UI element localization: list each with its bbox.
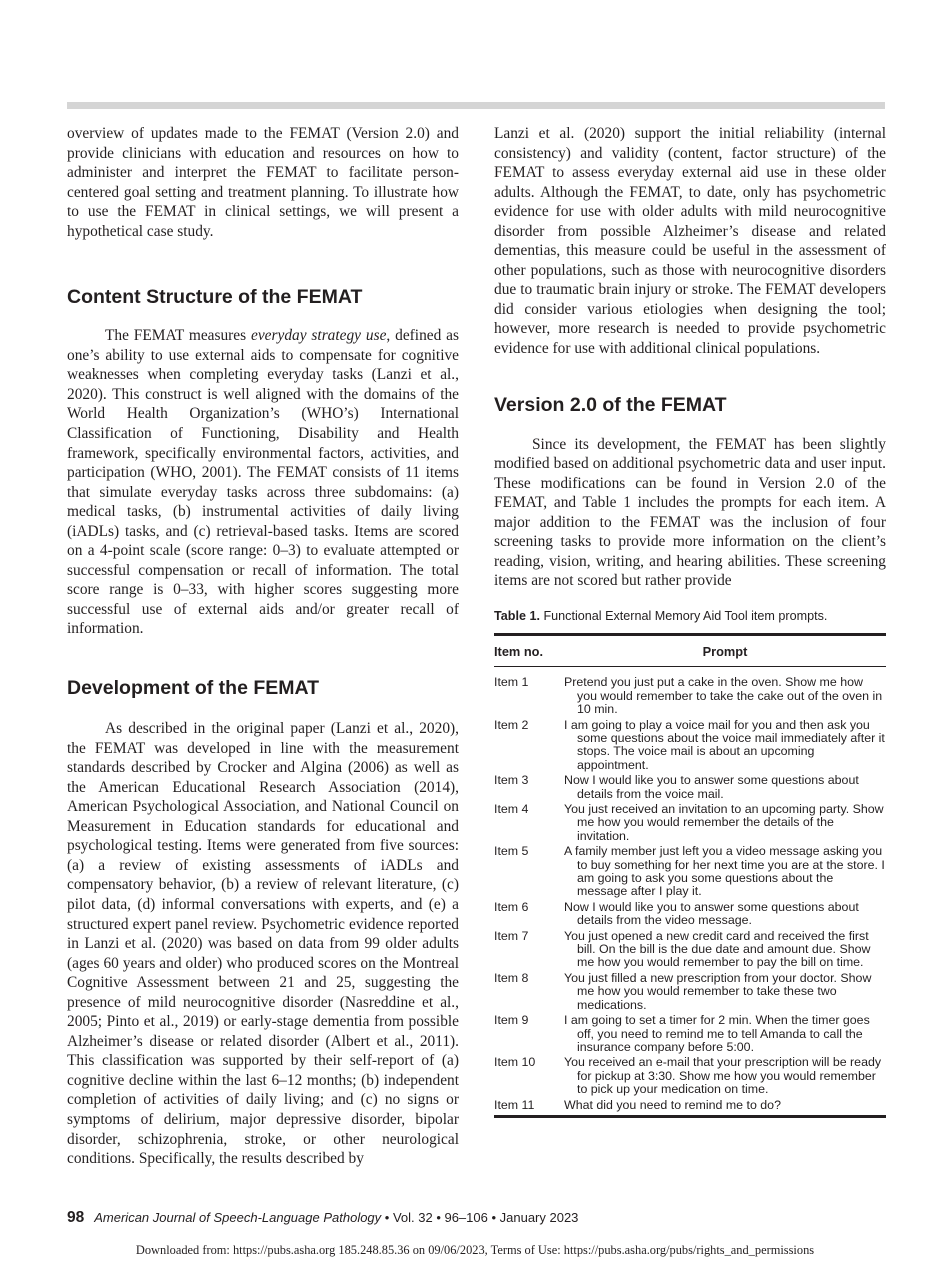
content-structure-text-rest: , defined as one’s ability to use external aids to compensate for cognitive weaknesses when completing everyday tasks (Lanzi et al., 2020). This construct is well aligned with the domains of the World Health Organization’s (WHO’s) International Classification of Functioning, Disability and Health framework, specifically environmental factors, activities, and participation (WHO, 2001). The FEMAT consists of 11 items that simulate everyday tasks across three subdomains: (a) medical tasks, (b) instrumental activities of daily living (iADLs) tasks, and (c) retrieval-based tasks. Items are scored on a 4-point scale (score range: 0–3) to evaluate attempted or successful compensation or recall of information. The total score range is 0–33, with higher scores suggesting more successful use of external aids and/or greater recall of information. bbox=[67, 327, 459, 638]
section-heading-development: Development of the FEMAT bbox=[67, 677, 320, 700]
version-2-paragraph: Since its development, the FEMAT has been slightly modified based on additional psychometric data and user input. These modifications can be found in Version 2.0 of the FEMAT, and Table 1 includes the prompts for each item. A major addition to the FEMAT was the inclusion of four screening tasks to provide more information on the client’s reading, vision, writing, and hearing abilities. These screening items are not scored but rather provide bbox=[494, 435, 886, 590]
table-cell-prompt bbox=[564, 930, 886, 972]
table-cell-prompt-text: You just opened a new credit card and received the first bill. On the bill is the due date and amount due. Show me how you would remember to pay the bill on time. bbox=[564, 928, 871, 970]
table-cell-prompt-text: Now I would like you to answer some questions about details from the voice mail. bbox=[564, 773, 859, 801]
table-cell-prompt-text: You received an e-mail that your prescription will be ready for pickup at 3:30. Show me how you would remember to pick up your medication on time. bbox=[564, 1055, 882, 1097]
table-cell-item-no: Item 10 bbox=[494, 1055, 536, 1070]
table-row bbox=[494, 1014, 886, 1056]
table-cell-prompt bbox=[564, 1014, 886, 1056]
development-paragraph: As described in the original paper (Lanzi et al., 2020), the FEMAT was developed in line with the measurement standards described by Crocker and Algina (2006) as well as the American Educational Research Association (2014), American Psychological Association, and National Council on Measurement in Education standards for educational and psychological testing. Items were generated from five sources: (a) a review of existing assessments of iADLs and compensatory behavior, (b) a review of relevant literature, (c) pilot data, (d) informal conversations with experts, and (e) a structured expert panel review. Psychometric evidence reported in Lanzi et al. (2020) was based on data from 99 older adults (ages 60 years and older) who produced scores on the Montreal Cognitive Assessment between 21 and 25, suggesting the presence of mild neurocognitive disorder (Nasreddine et al., 2005; Pinto et al., 2019) or early-stage dementia from possible Alzheimer’s disease or related disorder (Albert et al., 2011). This classification was supported by their self-report of (a) cognitive decline within the last 6–12 months; (b) independent completion of activities of daily living; and (c) no signs or symptoms of delirium, major depressive disorder, bipolar disorder, schizophrenia, stroke, or other neurological conditions. Specifically, the results described by bbox=[67, 720, 459, 1168]
right-column bbox=[494, 124, 886, 1118]
emphasis-everyday-strategy-use: everyday strategy use bbox=[251, 327, 387, 345]
table-cell-prompt bbox=[564, 1056, 886, 1098]
table-cell-prompt-text: I am going to set a timer for 2 min. When the timer goes off, you need to remind me to tell Amanda to call the insurance company before 5:00. bbox=[564, 1013, 870, 1054]
section-heading-content-structure: Content Structure of the FEMAT bbox=[67, 286, 363, 309]
table-cell-item-no: Item 2 bbox=[494, 717, 529, 732]
table-cell-prompt-text: Pretend you just put a cake in the oven. Show me how you would remember to take the cake out of the oven in 10 min. bbox=[564, 675, 883, 717]
journal-details: • Vol. 32 • 96–106 • January 2023 bbox=[381, 1210, 579, 1225]
table-header-item-no: Item no. bbox=[494, 634, 564, 666]
table-caption-text: Functional External Memory Aid Tool item prompts. bbox=[539, 608, 828, 623]
table-cell-prompt bbox=[564, 803, 886, 845]
left-column bbox=[67, 124, 459, 1169]
table-cell-prompt-text: I am going to play a voice mail for you and then ask you some questions about the voice mail immediately after it stops. The voice mail is about an upcoming appointment. bbox=[564, 717, 885, 772]
header-rule bbox=[67, 102, 885, 109]
table-row bbox=[494, 719, 886, 775]
table-cell-prompt bbox=[564, 774, 886, 803]
table-cell-item-no: Item 9 bbox=[494, 1013, 529, 1028]
page-footer bbox=[67, 1209, 578, 1227]
table-cell-item-no: Item 3 bbox=[494, 773, 529, 788]
table-row bbox=[494, 1056, 886, 1098]
table-cell-item-no: Item 8 bbox=[494, 970, 529, 985]
table-cell-item-no: Item 1 bbox=[494, 675, 529, 690]
table-row bbox=[494, 774, 886, 803]
table-header-row bbox=[494, 634, 886, 666]
table-cell-prompt-text: You just received an invitation to an upcoming party. Show me how you would remember the details of the invitation. bbox=[564, 802, 884, 843]
table-cell-prompt bbox=[564, 845, 886, 901]
table-row bbox=[494, 667, 886, 719]
table-cell-prompt bbox=[564, 667, 886, 719]
table-cell-prompt-text: Now I would like you to answer some questions about details from the video message. bbox=[564, 899, 859, 928]
download-notice: Downloaded from: https://pubs.asha.org 185.248.85.36 on 09/06/2023, Terms of Use: https://pubs.asha.org/pubs/rights_and_permissions bbox=[135, 1243, 815, 1257]
table-row bbox=[494, 972, 886, 1014]
table-cell-prompt bbox=[564, 972, 886, 1014]
table-row bbox=[494, 803, 886, 845]
table-row bbox=[494, 1099, 886, 1117]
table-cell-prompt bbox=[564, 901, 886, 930]
table-row bbox=[494, 930, 886, 972]
table-row bbox=[494, 845, 886, 901]
table-cell-item-no: Item 5 bbox=[494, 844, 529, 859]
prompts-table bbox=[494, 633, 886, 1118]
table-cell-item-no: Item 7 bbox=[494, 928, 529, 943]
table-cell-prompt bbox=[564, 1099, 886, 1117]
table-cell-prompt-text: You just filled a new prescription from your doctor. Show me how you would remember to take these two medications. bbox=[564, 970, 872, 1012]
content-structure-paragraph bbox=[67, 326, 459, 639]
table-cell-item-no: Item 6 bbox=[494, 899, 529, 914]
table-cell-prompt-text: What did you need to remind me to do? bbox=[564, 1097, 781, 1112]
continued-paragraph: Lanzi et al. (2020) support the initial reliability (internal consistency) and validity (content, factor structure) of the FEMAT to assess everyday external aid use in these older adults. Although the FEMAT, to date, only has psychometric evidence for use with older adults with mild neurocognitive disorder from possible Alzheimer’s disease and related dementias, this measure could be useful in the assessment of other populations, such as those with neurocognitive disorders due to traumatic brain injury or stroke. The FEMAT developers did consider various etiologies when designing the tool; however, more research is needed to provide psychometric evidence for use with additional clinical populations. bbox=[494, 125, 886, 358]
intro-paragraph: overview of updates made to the FEMAT (Version 2.0) and provide clinicians with education and resources on how to administer and interpret the FEMAT to facilitate person-centered goal setting and treatment planning. To illustrate how to use the FEMAT in clinical settings, we will present a hypothetical case study. bbox=[67, 125, 459, 240]
table-cell-item-no: Item 11 bbox=[494, 1099, 564, 1117]
content-structure-text-start: The FEMAT measures bbox=[105, 327, 252, 345]
table-header-prompt: Prompt bbox=[564, 634, 886, 666]
section-heading-version-2: Version 2.0 of the FEMAT bbox=[494, 393, 727, 416]
table-body bbox=[494, 667, 886, 1117]
table-row bbox=[494, 901, 886, 930]
table-caption-label: Table 1. bbox=[494, 608, 540, 623]
table-cell-item-no: Item 4 bbox=[494, 802, 529, 816]
journal-name: American Journal of Speech-Language Pathology bbox=[94, 1210, 382, 1225]
table-cell-prompt bbox=[564, 719, 886, 775]
table-cell-prompt-text: A family member just left you a video message asking you to buy something for her next time you are at the store. I am going to ask you some questions about the message after I play it. bbox=[564, 844, 885, 899]
page-number: 98 bbox=[67, 1209, 85, 1226]
table-caption bbox=[494, 608, 886, 624]
